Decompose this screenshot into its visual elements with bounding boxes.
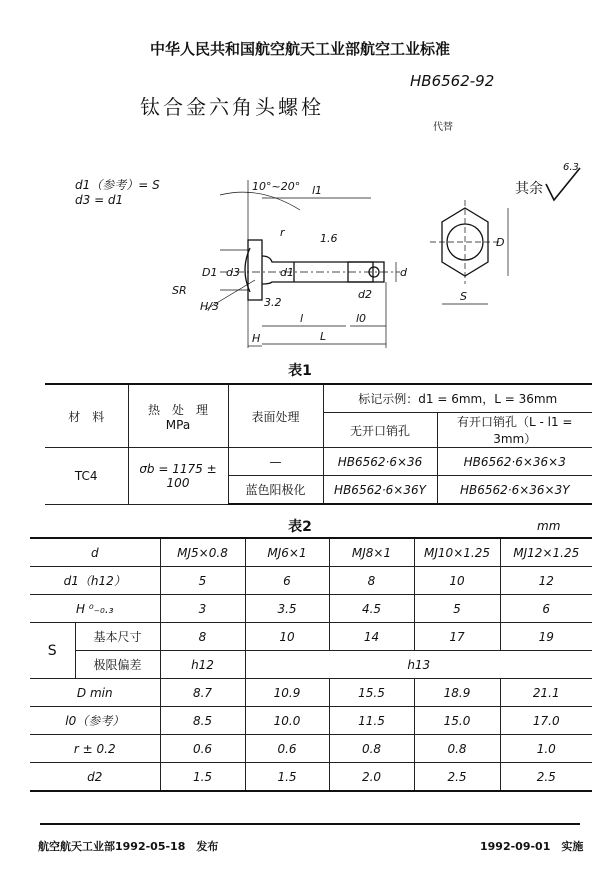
cell: 1.5 <box>160 763 245 792</box>
row-label: S <box>30 623 75 679</box>
label-D: D <box>496 236 505 249</box>
cell: 6 <box>245 567 329 595</box>
cell: 8.7 <box>160 679 245 707</box>
table-row <box>30 763 592 792</box>
label-l: l <box>300 312 304 325</box>
cell: h12 <box>160 651 245 679</box>
roughness-value: 6.3 <box>563 162 579 173</box>
cell: 21.1 <box>500 679 592 707</box>
table1-title: 表1 <box>288 363 312 379</box>
cell: 10.9 <box>245 679 329 707</box>
cell: 18.9 <box>414 679 500 707</box>
table2-title: 表2 <box>288 519 312 535</box>
heat-value: σb = 1175 ± 100 <box>128 448 228 505</box>
cell: 0.6 <box>160 735 245 763</box>
row-label: H ⁰₋₀.₃ <box>30 595 160 623</box>
row-label: d <box>30 538 160 567</box>
table-row <box>30 538 592 567</box>
label-d: d <box>400 266 407 279</box>
cell: 0.6 <box>245 735 329 763</box>
label-angle: 10°~20° <box>252 180 301 193</box>
cell: 6 <box>500 595 592 623</box>
cell: MJ5×0.8 <box>160 538 245 567</box>
cell: 12 <box>500 567 592 595</box>
with-hole-cell: HB6562·6×36×3Y <box>437 476 592 505</box>
doc-title: 钛合金六角头螺栓 <box>140 95 324 119</box>
cell: 5 <box>160 567 245 595</box>
no-hole-cell: HB6562·6×36Y <box>323 476 437 505</box>
label-d1: d1 <box>280 266 294 279</box>
cell: 10 <box>245 623 329 651</box>
surface-cell: 蓝色阳极化 <box>228 476 323 505</box>
header-with-hole: 有开口销孔（L - l1 = 3mm） <box>437 413 592 448</box>
header-no-hole: 无开口销孔 <box>323 413 437 448</box>
cell: 5 <box>414 595 500 623</box>
cell: 2.5 <box>500 763 592 792</box>
label-H: H <box>252 332 261 345</box>
label-D1: D1 <box>202 266 218 279</box>
table-row <box>30 735 592 763</box>
label-l0: l0 <box>356 312 367 325</box>
cell: h13 <box>245 651 592 679</box>
cell: 10 <box>414 567 500 595</box>
row-label: D min <box>30 679 160 707</box>
roughness-prefix: 其余 <box>515 181 543 197</box>
sub-label: 基本尺寸 <box>75 623 160 651</box>
cell: 15.0 <box>414 707 500 735</box>
label-SR: SR <box>172 284 187 297</box>
cell: 3 <box>160 595 245 623</box>
table1 <box>45 383 592 505</box>
row-label: d2 <box>30 763 160 792</box>
cell: 8 <box>160 623 245 651</box>
cell: MJ10×1.25 <box>414 538 500 567</box>
cell: MJ8×1 <box>329 538 414 567</box>
cell: 17.0 <box>500 707 592 735</box>
footer-divider <box>40 823 580 825</box>
cell: MJ12×1.25 <box>500 538 592 567</box>
standard-number: HB6562-92 <box>410 72 495 90</box>
row-label: l0（参考） <box>30 707 160 735</box>
row-label: d1（h12） <box>30 567 160 595</box>
table-row <box>30 679 592 707</box>
org-title: 中华人民共和国航空航天工业部航空工业标准 <box>149 40 450 58</box>
surface-cell: — <box>228 448 323 476</box>
with-hole-cell: HB6562·6×36×3 <box>437 448 592 476</box>
table-row <box>30 595 592 623</box>
label-S: S <box>460 290 467 303</box>
header-material: 材 料 <box>45 384 128 448</box>
label-d2: d2 <box>358 288 372 301</box>
cell: 10.0 <box>245 707 329 735</box>
row-label: r ± 0.2 <box>30 735 160 763</box>
table2 <box>30 537 592 792</box>
bolt-drawing <box>160 170 520 350</box>
cell: 19 <box>500 623 592 651</box>
label-l1: l1 <box>312 184 323 197</box>
roughness-symbol-icon <box>544 166 584 206</box>
label-d3: d3 <box>226 266 240 279</box>
label-roughness-3-2: 3.2 <box>264 296 282 309</box>
cell: 1.0 <box>500 735 592 763</box>
cell: 1.5 <box>245 763 329 792</box>
header-marking: 标记示例：d1 = 6mm，L = 36mm <box>323 384 592 413</box>
replaces-label: 代替 <box>433 122 453 133</box>
header-surface: 表面处理 <box>228 384 323 448</box>
cell: 2.0 <box>329 763 414 792</box>
cell: MJ6×1 <box>245 538 329 567</box>
footer-effective: 1992-09-01 实施 <box>480 840 584 853</box>
table-row <box>30 567 592 595</box>
note-d1: d1（参考）= S <box>75 178 160 192</box>
cell: 0.8 <box>329 735 414 763</box>
table-row <box>30 623 592 651</box>
cell: 3.5 <box>245 595 329 623</box>
label-r: r <box>280 226 285 239</box>
footer-issued: 航空航天工业部1992-05-18 发布 <box>38 840 219 853</box>
cell: 15.5 <box>329 679 414 707</box>
cell: 11.5 <box>329 707 414 735</box>
label-roughness-1-6: 1.6 <box>320 232 338 245</box>
cell: 17 <box>414 623 500 651</box>
table-row <box>30 651 592 679</box>
cell: 4.5 <box>329 595 414 623</box>
material-value: TC4 <box>45 448 128 505</box>
cell: 14 <box>329 623 414 651</box>
label-L: L <box>320 330 327 343</box>
sub-label: 极限偏差 <box>75 651 160 679</box>
no-hole-cell: HB6562·6×36 <box>323 448 437 476</box>
table-row <box>45 448 592 476</box>
cell: 8.5 <box>160 707 245 735</box>
table-row <box>30 707 592 735</box>
table2-unit: mm <box>537 519 561 533</box>
label-H3: H/3 <box>200 300 219 313</box>
cell: 2.5 <box>414 763 500 792</box>
note-d3: d3 = d1 <box>75 193 124 207</box>
cell: 0.8 <box>414 735 500 763</box>
header-heat-treatment: 热 处 理 MPa <box>128 384 228 448</box>
cell: 8 <box>329 567 414 595</box>
